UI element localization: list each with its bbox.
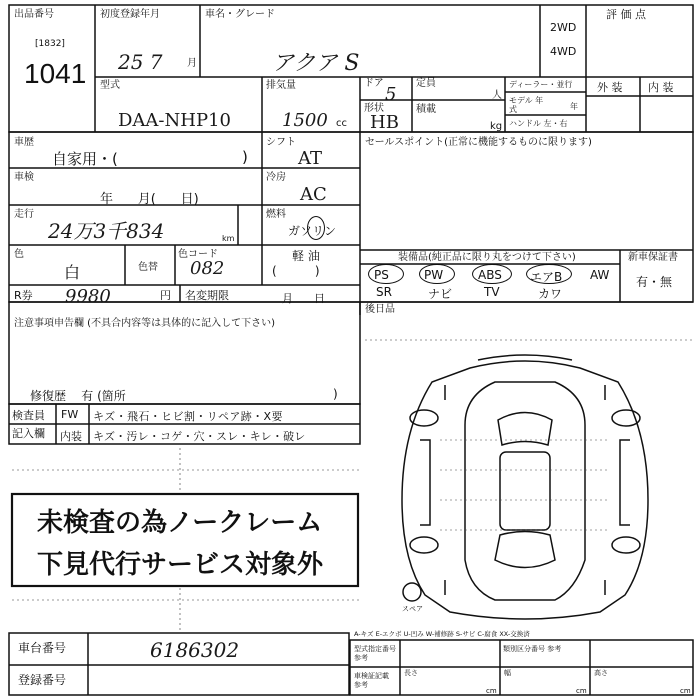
fuel-light-oil: 軽 油	[292, 249, 320, 263]
name-change-label: 名変期限	[185, 289, 229, 302]
model-year-label: モデル 年式	[509, 96, 544, 114]
equip-pw: PW	[424, 268, 444, 282]
shape-value: HB	[370, 112, 399, 133]
interior-label: 内 装	[648, 81, 674, 94]
fuel-label: 燃料	[266, 209, 286, 220]
equip-abs: ABS	[478, 268, 502, 282]
year-unit: 年	[570, 102, 578, 111]
month-unit: 月	[187, 58, 197, 69]
width-label: 幅	[504, 669, 511, 677]
car-name-label: 車名・グレード	[205, 9, 275, 20]
reg-label: 登録番号	[18, 673, 67, 687]
recycle-label: R券	[14, 289, 33, 302]
ref-label-2: 類別区分番号 参考	[503, 645, 562, 653]
door-value: 5	[385, 84, 397, 105]
sales-point-label: セールスポイント(正常に機能するものに限ります)	[365, 137, 592, 148]
rating-label: 評 価 点	[606, 8, 646, 21]
equip-ps: PS	[374, 268, 389, 282]
displacement-label: 排気量	[266, 80, 296, 91]
interior-check-text: キズ・汚レ・コゲ・穴・スレ・キレ・破レ	[93, 430, 306, 443]
equip-airbag: エアB	[530, 270, 563, 284]
damage-legend: A-キズ E-エクボ U-凹み W-補修跡 S-サビ C-腐食 XX-交換済	[354, 630, 530, 638]
load-label: 積載	[416, 104, 436, 115]
first-reg-value: 25 7	[118, 50, 163, 74]
name-change-value: 月 日	[282, 292, 325, 305]
mileage-label: 走行	[14, 209, 34, 220]
inspection-label: 車検	[14, 172, 34, 183]
equipment-title: 装備品(純正品に限り丸をつけて下さい)	[398, 252, 576, 263]
displacement-value: 1500	[282, 110, 328, 131]
history-value: 自家用・(	[52, 150, 118, 168]
circle-abs	[472, 264, 512, 284]
dealer-label: ディーラー・並行	[509, 80, 573, 89]
circle-pw	[419, 264, 455, 284]
circle-ps	[368, 264, 404, 284]
interior-check-label: 内装	[60, 430, 82, 443]
chassis-label: 車台番号	[18, 641, 67, 655]
fuel-paren: ( )	[272, 264, 320, 278]
history-label: 車歴	[14, 137, 34, 148]
fuel-gasoline: ガソリン	[288, 224, 337, 238]
history-close: )	[242, 148, 248, 166]
car-top-view	[402, 355, 648, 619]
inspector-label: 検査員 記入欄	[12, 409, 45, 440]
ac-value: AC	[300, 184, 327, 205]
km-unit: km	[222, 234, 235, 243]
color-code-label: 色コード	[178, 249, 218, 260]
warranty-value: 有・無	[636, 275, 673, 289]
lot-sub: [1832]	[35, 39, 65, 49]
fw-text: キズ・飛石・ヒビ割・リペア跡・X要	[93, 410, 283, 423]
repair-close: )	[333, 387, 338, 401]
length-label: 長さ	[404, 669, 418, 677]
model-value: DAA-NHP10	[118, 110, 231, 131]
shift-label: シフト	[266, 137, 296, 148]
kg-unit: kg	[490, 121, 503, 132]
width-unit: cm	[576, 687, 587, 695]
circle-airbag	[526, 264, 572, 284]
inspection-value: 年 月( 日)	[100, 192, 199, 207]
lot-label: 出品番号	[14, 9, 54, 20]
shape-label: 形状	[364, 103, 384, 114]
color-change-label: 色替	[138, 262, 158, 273]
notice-line1: 未検査の為ノークレーム	[37, 507, 323, 537]
notice-line2: 下見代行サービス対象外	[37, 549, 324, 579]
recycle-value: 9980	[65, 286, 111, 307]
handle-label: ハンドル 左・右	[509, 119, 568, 128]
cc-unit: cc	[336, 118, 347, 129]
equip-aw: AW	[590, 268, 610, 282]
drive-2wd: 2WD	[550, 21, 577, 34]
height-unit: cm	[680, 687, 691, 695]
chassis-value: 6186302	[150, 638, 240, 662]
length-unit: cm	[486, 687, 497, 695]
door-label: ドア	[364, 78, 384, 89]
fw-label: FW	[61, 408, 79, 421]
equip-sr: SR	[376, 285, 392, 299]
later-label: 後日品	[365, 304, 395, 315]
first-reg-label: 初度登録年月	[100, 9, 160, 20]
color-value: 白	[64, 263, 81, 282]
repair-label: 修復歴 有 (箇所	[30, 389, 126, 403]
shift-value: AT	[298, 148, 323, 169]
capacity-label: 定員	[416, 78, 436, 89]
caution-label: 注意事項申告欄 (不具合内容等は具体的に記入して下さい)	[14, 318, 275, 329]
drive-4wd: 4WD	[550, 45, 577, 58]
fuel-circle-mark	[307, 216, 325, 240]
lot-number: 1041	[24, 58, 87, 89]
equip-tv: TV	[484, 285, 500, 299]
equip-navi: ナビ	[428, 287, 453, 301]
yen-unit: 円	[160, 289, 171, 302]
model-label: 型式	[100, 80, 120, 91]
spare-label: スペア	[402, 605, 423, 613]
ref-label-3: 車検証記載 参考	[354, 672, 389, 689]
warranty-label: 新車保証書	[628, 252, 678, 263]
color-code-value: 082	[190, 258, 225, 279]
color-label: 色	[14, 249, 24, 260]
person-unit: 人	[492, 90, 502, 101]
ref-label-1: 型式指定番号 参考	[354, 645, 396, 662]
mileage-value: 24万3千834	[48, 219, 165, 243]
exterior-label: 外 装	[597, 81, 623, 94]
car-name-value: アクア S	[272, 51, 360, 76]
height-label: 高さ	[594, 669, 608, 677]
ac-label: 冷房	[266, 172, 286, 183]
equip-leather: カワ	[538, 287, 563, 301]
